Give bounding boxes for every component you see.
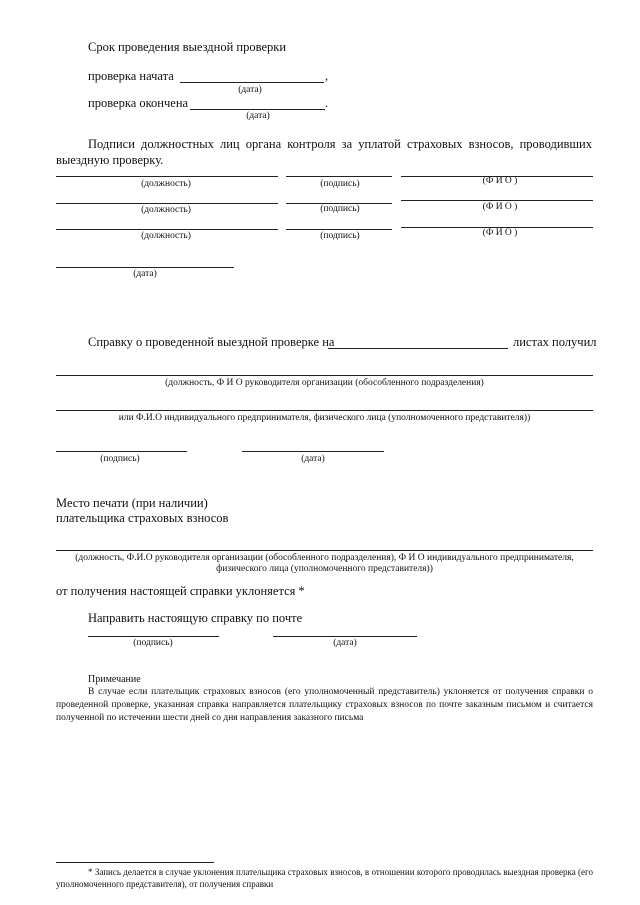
mail-sign-caption: (подпись): [133, 638, 173, 648]
note-body: В случае если плательщик страховых взносов (его уполномоченный представитель) уклоняется от получения справки о проведенной проверке, указанная справка направляется плательщику страховых взносов по почте заказным письмом и считается полученной по истечении шести дней со дня направления заказного письма: [56, 687, 593, 723]
fio-line-2[interactable]: [401, 200, 593, 201]
ended-date-caption: (дата): [246, 111, 270, 121]
receiver-date-caption: (дата): [301, 454, 325, 464]
mail-date-line[interactable]: [273, 636, 417, 637]
receiver-line-2[interactable]: [56, 410, 593, 411]
fio-caption-3: (Ф И О ): [482, 228, 518, 238]
evasion-caption-2: физического лица (уполномоченного представителя)): [216, 564, 433, 574]
ended-date-line[interactable]: [190, 109, 325, 110]
note-title: Примечание: [88, 674, 141, 685]
signature-caption-3: (подпись): [320, 231, 360, 241]
fio-caption-2: (Ф И О ): [482, 202, 518, 212]
ended-dot: .: [325, 96, 329, 110]
signature-caption-1: (подпись): [320, 179, 360, 189]
receiver-sign-line[interactable]: [56, 451, 187, 452]
signatures-date-line[interactable]: [56, 267, 234, 268]
receipt-text-before: Справку о проведенной выездной проверке на: [88, 335, 335, 349]
receiver-sign-caption: (подпись): [100, 454, 140, 464]
sheets-count-line[interactable]: [328, 348, 508, 349]
signatures-intro: Подписи должностных лиц органа контроля за уплатой страховых взносов, проводивших выездную проверку.: [56, 137, 592, 167]
started-label: проверка начата: [88, 69, 174, 83]
position-line-1[interactable]: [56, 176, 278, 177]
position-caption-3: (должность): [141, 231, 191, 241]
stamp-line-1: Место печати (при наличии): [56, 496, 208, 510]
signature-line-1[interactable]: [286, 176, 392, 177]
signature-caption-2: (подпись): [320, 204, 360, 214]
mail-date-caption: (дата): [333, 638, 357, 648]
position-line-2[interactable]: [56, 203, 278, 204]
started-date-caption: (дата): [238, 85, 262, 95]
mail-sign-line[interactable]: [88, 636, 219, 637]
receiver-line-1[interactable]: [56, 375, 593, 376]
evasion-text: от получения настоящей справки уклоняется *: [56, 584, 305, 598]
evasion-caption-1: (должность, Ф.И.О руководителя организации (обособленного подразделения), Ф И О индивидуального предпринимателя,: [75, 553, 574, 563]
mail-text: Направить настоящую справку по почте: [88, 611, 303, 625]
period-heading: Срок проведения выездной проверки: [88, 40, 287, 54]
started-date-line[interactable]: [180, 82, 324, 83]
signature-line-3[interactable]: [286, 229, 392, 230]
fio-caption-1: (Ф И О ): [482, 176, 518, 186]
footnote-separator: [56, 862, 214, 863]
receiver-caption-2: или Ф.И.О индивидуального предпринимателя, физического лица (уполномоченного представителя)): [118, 413, 531, 423]
started-comma: ,: [325, 69, 329, 83]
signatures-date-caption: (дата): [133, 269, 157, 279]
stamp-line-2: плательщика страховых взносов: [56, 511, 229, 525]
position-caption-1: (должность): [141, 179, 191, 189]
evasion-line[interactable]: [56, 550, 593, 551]
ended-label: проверка окончена: [88, 96, 189, 110]
receiver-date-line[interactable]: [242, 451, 384, 452]
position-line-3[interactable]: [56, 229, 278, 230]
position-caption-2: (должность): [141, 205, 191, 215]
footnote-text: * Запись делается в случае уклонения плательщика страховых взносов, в отношении которого проводилась выездная проверка (его уполномоченного представителя), от получения справки: [56, 867, 593, 889]
receipt-text-after: листах получил: [513, 335, 597, 349]
receiver-caption-1: (должность, Ф И О руководителя организации (обособленного подразделения): [165, 378, 484, 388]
